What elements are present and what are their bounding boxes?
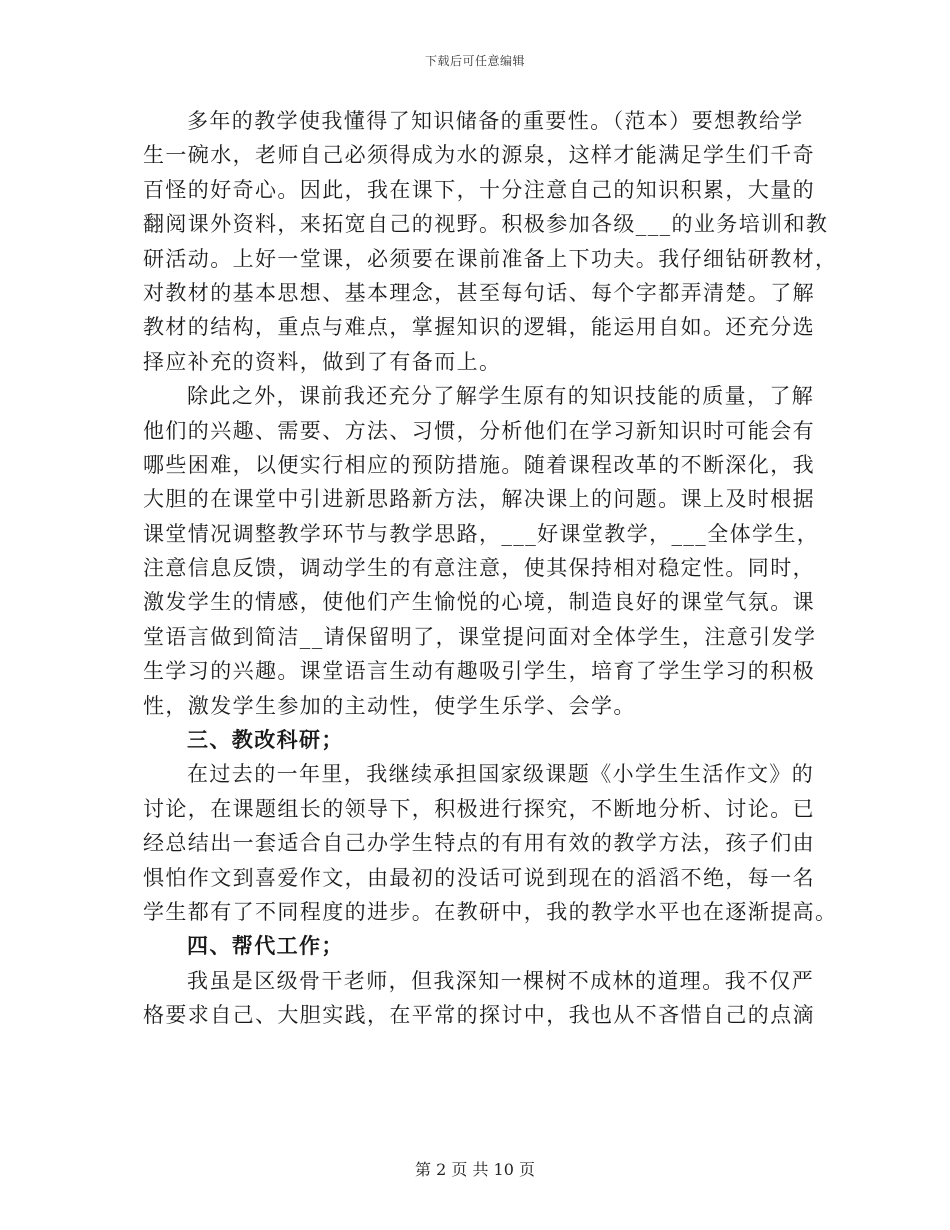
text-line: 除此之外，课前我还充分了解学生原有的知识技能的质量，了解 — [187, 384, 815, 409]
text-line: 注意信息反馈，调动学生的有意注意，使其保持相对稳定性。同时， — [143, 556, 815, 581]
text-line: 惧怕作文到喜爱作文，由最初的没话可说到现在的滔滔不绝，每一名 — [143, 865, 815, 890]
page-footer: 第 2 页 共 10 页 — [415, 1160, 535, 1179]
text-line: 经总结出一套适合自己办学生特点的有用有效的教学方法，孩子们由 — [143, 831, 815, 856]
text-line: 格要求自己、大胆实践，在平常的探讨中，我也从不吝惜自己的点滴 — [143, 1003, 815, 1028]
text-line: 百怪的好奇心。因此，我在课下，十分注意自己的知识积累，大量的 — [143, 177, 815, 202]
text-line: 择应补充的资料，做到了有备而上。 — [143, 349, 502, 374]
text-line: 我虽是区级骨干老师，但我深知一棵树不成林的道理。我不仅严 — [187, 968, 815, 993]
text-line: 堂语言做到简洁__请保留明了，课堂提问面对全体学生，注意引发学 — [143, 624, 817, 649]
page-header: 下载后可任意编辑 — [424, 54, 525, 68]
text-line: 多年的教学使我懂得了知识储备的重要性。（范本）要想教给学 — [187, 109, 804, 133]
text-line: 课堂情况调整教学环节与教学思路，___好课堂教学，___全体学生， — [143, 521, 820, 546]
paragraph — [143, 964, 815, 1033]
text-line: 他们的兴趣、需要、方法、习惯，分析他们在学习新知识时可能会有 — [143, 418, 815, 443]
text-line: 大胆的在课堂中引进新思路新方法，解决课上的问题。课上及时根据 — [143, 487, 815, 512]
text-line: 翻阅课外资料，来拓宽自己的视野。积极参加各级___的业务培训和教 — [143, 212, 829, 237]
paragraph — [143, 104, 838, 379]
paragraph — [143, 379, 820, 723]
text-line: 研活动。上好一堂课，必须要在课前准备上下功夫。我仔细钻研教材， — [143, 246, 838, 271]
text-line: 教材的结构，重点与难点，掌握知识的逻辑，能运用自如。还充分选 — [143, 315, 815, 340]
section-heading: 四、帮代工作； — [187, 933, 344, 959]
paragraph — [143, 757, 838, 929]
section-heading: 三、教改科研； — [187, 727, 344, 753]
document-body — [143, 104, 838, 1033]
text-line: 对教材的基本思想、基本理念，甚至每句话、每个字都弄清楚。了解 — [143, 280, 815, 305]
text-line: 生一碗水，老师自己必须得成为水的源泉，这样才能满足学生们千奇 — [143, 143, 815, 168]
text-line: 哪些困难，以便实行相应的预防措施。随着课程改革的不断深化，我 — [143, 452, 815, 477]
text-line: 生学习的兴趣。课堂语言生动有趣吸引学生，培育了学生学习的积极 — [143, 659, 815, 684]
text-line: 激发学生的情感，使他们产生愉悦的心境，制造良好的课堂气氛。课 — [143, 590, 815, 615]
text-line: 性，激发学生参加的主动性，使学生乐学、会学。 — [143, 693, 636, 718]
text-line: 在过去的一年里，我继续承担国家级课题《小学生生活作文》的 — [187, 762, 815, 787]
text-line: 讨论，在课题组长的领导下，积极进行探究，不断地分析、讨论。已 — [143, 796, 815, 821]
text-line: 学生都有了不同程度的进步。在教研中，我的教学水平也在逐渐提高。 — [143, 899, 838, 924]
